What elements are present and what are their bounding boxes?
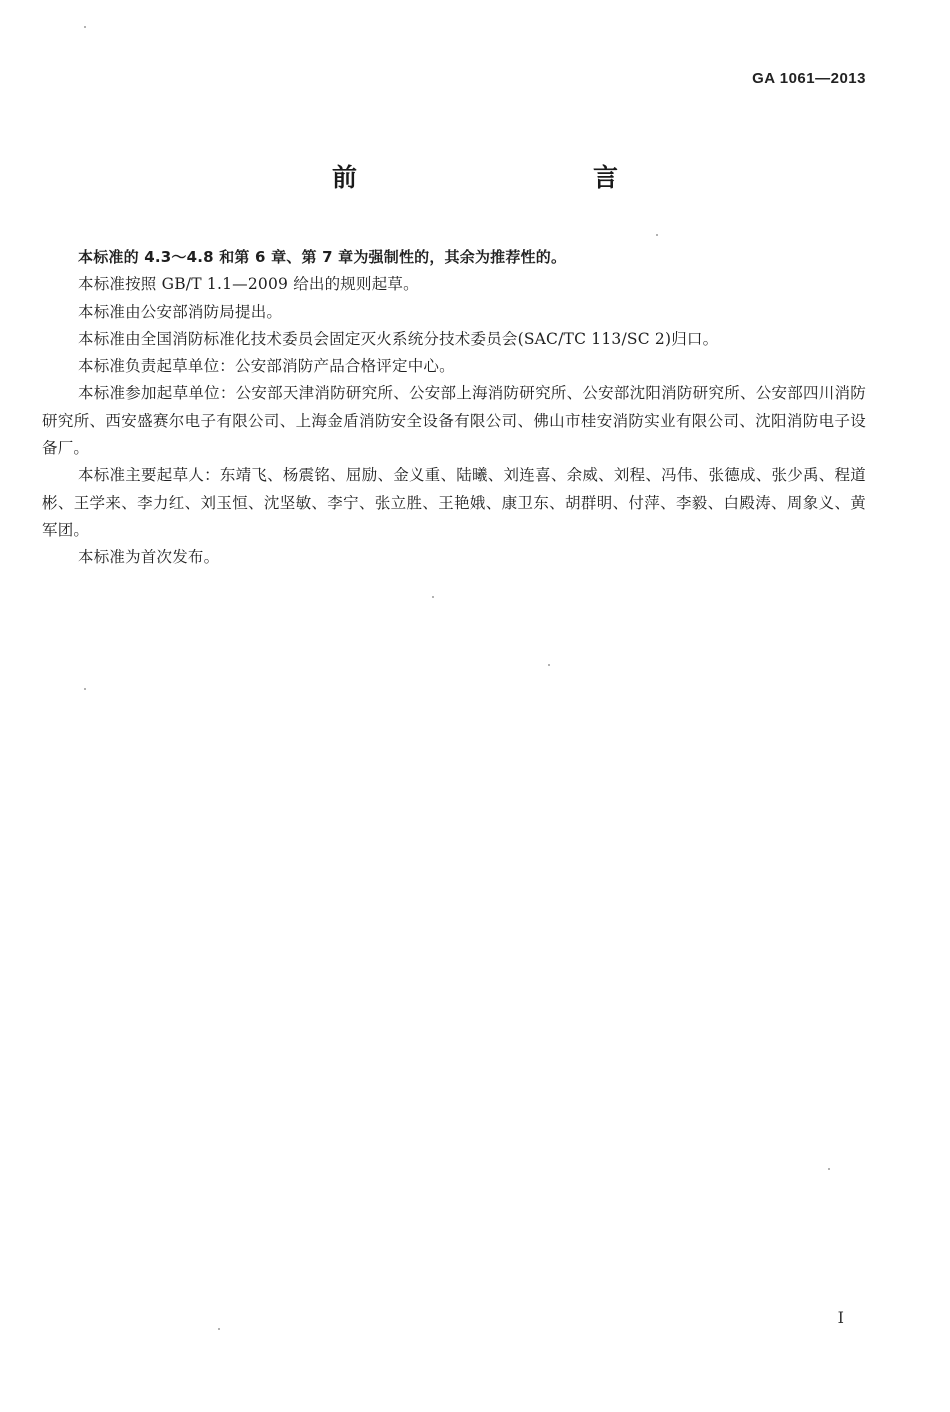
- document-code: GA 1061—2013: [752, 70, 866, 87]
- page-title: 前 言: [331, 163, 680, 192]
- scan-speck: [828, 1168, 830, 1170]
- scan-speck: [84, 688, 86, 690]
- scan-speck: [656, 234, 658, 236]
- paragraph-participating-drafters: 本标准参加起草单位：公安部天津消防研究所、公安部上海消防研究所、公安部沈阳消防研究所、公安部四川消防研究所、西安盛赛尔电子有限公司、上海金盾消防安全设备有限公司、佛山市桂安消防实业有限公司、沈阳消防电子设备厂。: [42, 384, 866, 458]
- paragraph-proposer: 本标准由公安部消防局提出。: [78, 302, 283, 321]
- scan-speck: [548, 664, 550, 666]
- page-number: I: [837, 1308, 844, 1327]
- paragraph-technical-committee: 本标准由全国消防标准化技术委员会固定灭火系统分技术委员会(SAC/TC 113/SC 2)归口。: [78, 329, 719, 348]
- paragraph-mandatory-clauses: 本标准的 4.3～4.8 和第 6 章、第 7 章为强制性的，其余为推荐性的。: [78, 248, 567, 266]
- paragraph-first-edition: 本标准为首次发布。: [78, 548, 220, 567]
- paragraph-main-drafters: 本标准主要起草人：东靖飞、杨震铭、屈励、金义重、陆曦、刘连喜、余威、刘程、冯伟、张德成、张少禹、程道彬、王学来、李力红、刘玉恒、沈坚敏、李宁、张立胜、王艳娥、康卫东、胡群明、付萍、李毅、白殿涛、周象义、黄军团。: [42, 466, 866, 539]
- paragraph-responsible-drafter: 本标准负责起草单位：公安部消防产品合格评定中心。: [78, 357, 455, 376]
- paragraph-drafting-rules: 本标准按照 GB/T 1.1—2009 给出的规则起草。: [78, 275, 419, 294]
- scan-speck: [84, 26, 86, 28]
- scan-speck: [432, 596, 434, 598]
- foreword-body: [42, 244, 866, 572]
- scan-speck: [218, 1328, 220, 1330]
